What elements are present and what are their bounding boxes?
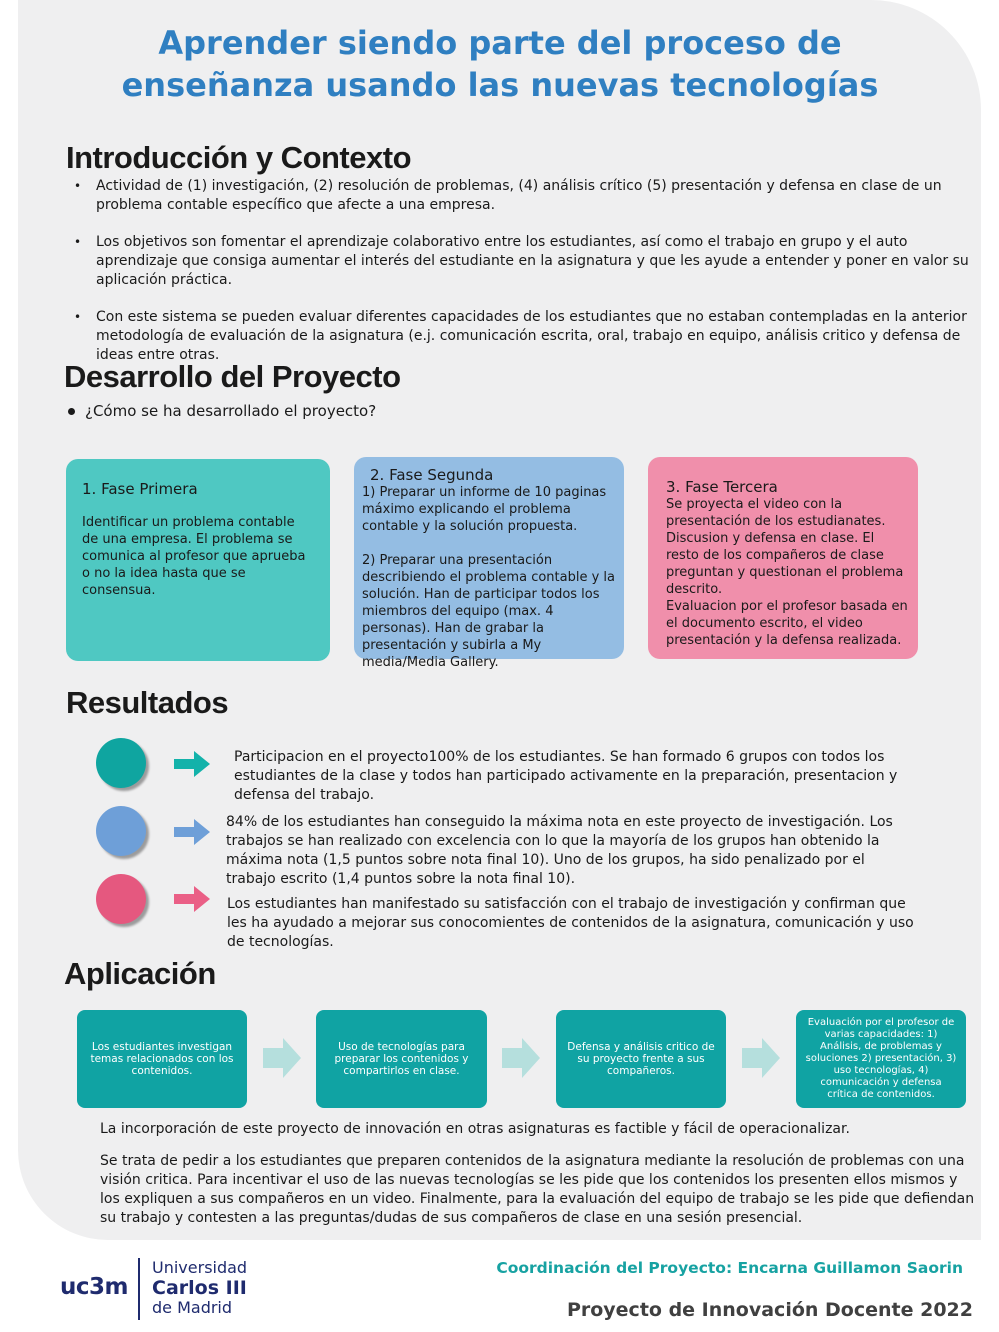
phase-card-1 bbox=[66, 459, 330, 661]
right-arrow-icon bbox=[174, 819, 210, 845]
application-step-2: Uso de tecnologías para preparar los contenidos y compartirlos en clase. bbox=[316, 1010, 487, 1108]
application-paragraph-2: Se trata de pedir a los estudiantes que preparen contenidos de la asignatura mediante la resolución de problemas con una visión critica. Para incentivar el uso de las nuevas tecnologías se les pide que los contenidos los presenten ellos mismos y los expliquen a sus compañeros en un video. Finalmente, para la evaluación del equipo de trabajo se les pide que defiendan su trabajo y contesten a las preguntas/dudas de sus compañeros de clase en una sesión presencial. bbox=[100, 1153, 975, 1226]
logo-divider bbox=[138, 1258, 140, 1320]
title-line-1: Aprender siendo parte del proceso de bbox=[158, 24, 842, 62]
resultados-heading: Resultados bbox=[66, 685, 229, 720]
intro-heading: Introducción y Contexto bbox=[66, 140, 411, 175]
result-circle-blue bbox=[96, 806, 146, 856]
result-circle-teal bbox=[96, 738, 146, 788]
application-step-1: Los estudiantes investigan temas relacionados con los contenidos. bbox=[77, 1010, 247, 1108]
aplicacion-heading: Aplicación bbox=[64, 956, 216, 991]
phase-text: Se proyecta el video con la presentación de los estudianates. Discusion y defensa en clase. El resto de los compañeros de clase preguntan y questionan el problema descrito. Evaluacion por el profesor basada en el documento escrito, el video presentación y la defensa realizada. bbox=[666, 497, 908, 648]
intro-bullet: • Con este sistema se pueden evaluar diferentes capacidades de los estudiantes que no estaban contempladas en la anterior metodología de evaluación de la asignatura (e.j. comunicación escrita, oral, trabajo en equipo, análisis critico y defensa de ideas entre otras. bbox=[70, 308, 970, 365]
desarrollo-heading: Desarrollo del Proyecto bbox=[64, 359, 401, 394]
step-arrow-icon bbox=[263, 1038, 301, 1078]
right-arrow-icon bbox=[174, 751, 210, 777]
project-name: Proyecto de Innovación Docente 2022 bbox=[566, 1299, 973, 1321]
logo-text-block bbox=[152, 1258, 247, 1318]
right-arrow-icon bbox=[174, 886, 210, 912]
application-step-4: Evaluación por el profesor de varias capacidades: 1) Análisis, de problemas y soluciones 2) presentación, 3) uso tecnologías, 4) comunicación y defensa crítica de contenidos. bbox=[796, 1010, 966, 1108]
logo-line-1: Universidad bbox=[152, 1258, 248, 1277]
intro-bullet: • Los objetivos son fomentar el aprendizaje colaborativo entre los estudiantes, así como el trabajo en grupo y el auto aprendizaje que consiga aumentar el interés del estudiante en la asignatura y que les ayude a entender y poner en valor su aplicación práctica. bbox=[70, 233, 970, 290]
phase-card-2 bbox=[354, 457, 624, 670]
poster-title bbox=[60, 22, 940, 106]
phase-card-3 bbox=[648, 457, 918, 659]
phase-title: 3. Fase Tercera bbox=[666, 478, 778, 496]
intro-bullet-list bbox=[70, 177, 970, 383]
question-text: ¿Cómo se ha desarrollado el proyecto? bbox=[85, 402, 377, 420]
phase-text: 1) Preparar un informe de 10 paginas máximo explicando el problema contable y la solución propuesta. 2) Preparar una presentación describiendo el problema contable y la solución. Han de participar todos los miembros del equipo (max. 4 personas). Han de grabar la presentación y subirla a My media/Media Gallery. bbox=[362, 485, 615, 670]
phase-title: 2. Fase Segunda bbox=[370, 466, 494, 484]
title-line-2: enseñanza usando las nuevas tecnologías bbox=[121, 66, 879, 104]
logo-line-2: Carlos III bbox=[152, 1277, 247, 1299]
phase-text: Identificar un problema contable de una empresa. El problema se comunica al profesor que aprueba o no la idea hasta que se consensua. bbox=[82, 515, 306, 598]
step-arrow-icon bbox=[502, 1038, 540, 1078]
result-text: Participacion en el proyecto100% de los estudiantes. Se han formado 6 grupos con todos los estudiantes de la clase y todos han participado activamente en la preparación, presentacion y defensa del trabajo. bbox=[234, 749, 898, 803]
coordination-text: Coordinación del Proyecto: Encarna Guillamon Saorin bbox=[496, 1259, 963, 1277]
logo-line-3: de Madrid bbox=[152, 1298, 233, 1317]
result-circle-pink bbox=[96, 874, 146, 924]
result-text: Los estudiantes han manifestado su satisfacción con el trabajo de investigación y confirman que les ha ayudado a mejorar sus conocomientes de contenidos de la asignatura, comunicación y uso de tecnologías. bbox=[227, 896, 914, 950]
desarrollo-question bbox=[68, 402, 376, 420]
intro-bullet: • Actividad de (1) investigación, (2) resolución de problemas, (4) análisis crítico (5) presentación y defensa en clase de un problema contable específico que afecte a una empresa. bbox=[70, 177, 970, 215]
bullet-dot bbox=[68, 408, 75, 415]
application-step-3: Defensa y análisis critico de su proyecto frente a sus compañeros. bbox=[556, 1010, 726, 1108]
step-arrow-icon bbox=[742, 1038, 780, 1078]
phase-title: 1. Fase Primera bbox=[82, 480, 198, 498]
uc3m-logo bbox=[60, 1258, 270, 1320]
application-paragraph-1: La incorporación de este proyecto de innovación en otras asignaturas es factible y fácil de operacionalizar. bbox=[100, 1121, 850, 1137]
logo-short: uc3m bbox=[60, 1274, 128, 1300]
result-text: 84% de los estudiantes han conseguido la máxima nota en este proyecto de investigación. Los trabajos se han realizado con excelencia con lo que la mayoría de los grupos han obtenido la máxima nota (1,5 puntos sobre nota final 10). Uno de los grupos, ha sido penalizado por el trabajo escrito (1,4 puntos sobre la nota final 10). bbox=[226, 814, 893, 887]
